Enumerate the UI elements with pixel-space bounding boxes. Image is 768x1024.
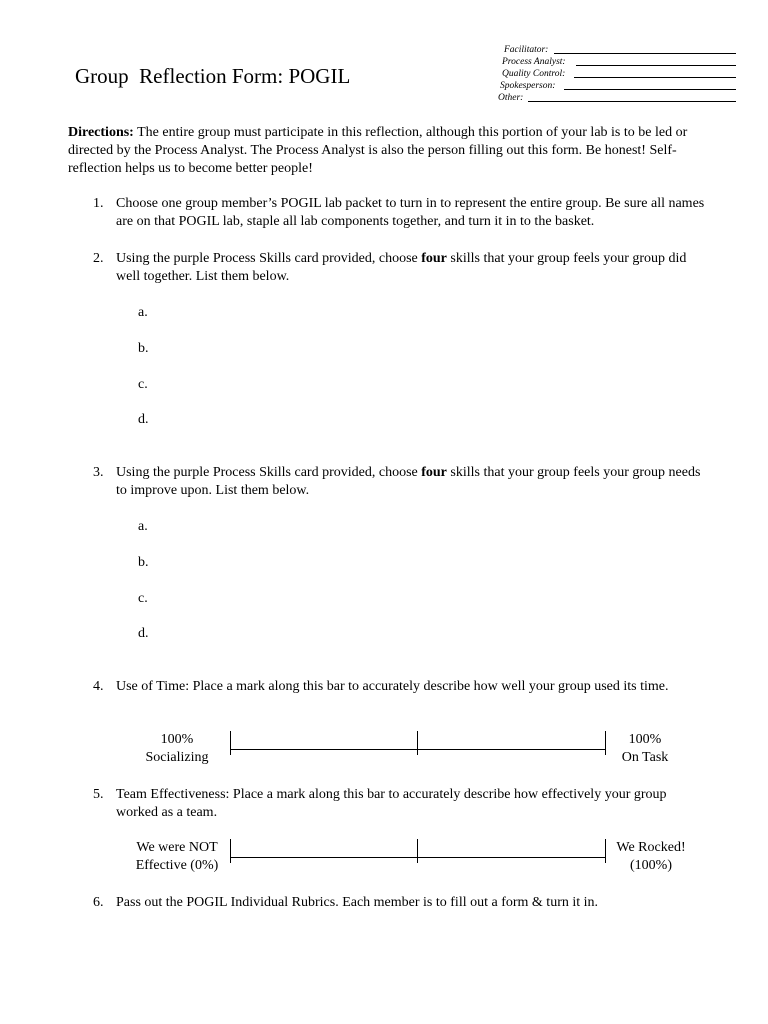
role-other [496,92,736,104]
role-blank-line[interactable] [564,89,736,90]
scale-tick [417,731,418,755]
scale-left-label [122,839,232,875]
scale-right-line: (100%) [630,858,672,873]
item-text: Team Effectiveness: Place a mark along this bar to accurately describe how effectively your group worked as a team. [116,787,667,820]
item-text [116,250,708,286]
scale-right-label [608,839,694,875]
item-text: Pass out the POGIL Individual Rubrics. Each member is to fill out a form & turn it in. [116,895,599,910]
subitem-label: d. [138,626,149,641]
directions-text: The entire group must participate in this reflection, although this portion of your lab is to be led or directed by the Process Analyst. The Process Analyst is also the person filling out this form. Be honest! Self-reflection helps us to become better people! [68,125,688,176]
scale-line [230,857,606,858]
role-quality-control [496,68,736,80]
scale-left-label [122,731,232,767]
item-text-part: Using the purple Process Skills card provided, choose [116,251,422,266]
scale-left-line: Socializing [145,750,209,765]
list-item-2 [93,250,708,286]
role-label: Quality Control: [502,69,566,79]
scale-right-line: 100% [628,732,662,747]
role-label: Facilitator: [504,45,549,55]
item-number: 5. [93,787,104,802]
role-blank-line[interactable] [528,101,736,102]
item-text: Use of Time: Place a mark along this bar to accurately describe how well your group used its time. [116,679,669,694]
item-number: 3. [93,465,104,480]
item-text-bold: four [421,465,447,480]
directions-paragraph [68,124,708,178]
subitem-label: c. [138,377,148,392]
scale-left-line: Effective (0%) [135,858,219,873]
role-spokesperson [496,80,736,92]
role-process-analyst [496,56,736,68]
subitem-label: b. [138,341,149,356]
role-label: Spokesperson: [500,81,556,91]
item-text-bold: four [421,251,447,266]
team-effectiveness-bar[interactable] [230,839,606,863]
scale-tick [417,839,418,863]
time-rating-bar[interactable] [230,731,606,755]
scale-right-label [608,731,682,767]
subitem-label: b. [138,555,149,570]
scale-tick [605,839,606,863]
subitem-label: a. [138,305,148,320]
role-blank-line[interactable] [576,65,736,66]
role-facilitator [496,44,736,56]
item-text-part: skills that your group feels your group needs to improve upon. List them below. [116,465,701,498]
scale-tick [230,839,231,863]
list-item-4 [93,678,708,696]
item-text [116,464,708,500]
scale-tick [230,731,231,755]
list-item-6 [93,894,708,912]
subitem-label: c. [138,591,148,606]
item-number: 6. [93,895,104,910]
item-number: 2. [93,251,104,266]
scale-right-line: We Rocked! [616,840,686,855]
role-blank-line[interactable] [574,77,736,78]
scale-line [230,749,606,750]
item-text-part: skills that your group feels your group did well together. List them below. [116,251,687,284]
group-roles [496,44,736,104]
role-label: Process Analyst: [502,57,566,67]
list-item-5 [93,786,708,822]
item-text-part: Using the purple Process Skills card provided, choose [116,465,422,480]
subitem-label: a. [138,519,148,534]
item-number: 4. [93,679,104,694]
item-number: 1. [93,196,104,211]
role-label: Other: [498,93,524,103]
page-title: Group Reflection Form: POGIL [75,64,351,88]
subitem-label: d. [138,412,149,427]
role-blank-line[interactable] [554,53,736,54]
item-text: Choose one group member’s POGIL lab packet to turn in to represent the entire group. Be sure all names are on that POGIL lab, staple all lab components together, and turn it in to the basket. [116,196,705,229]
scale-left-line: We were NOT [136,840,218,855]
scale-left-line: 100% [160,732,194,747]
directions-label: Directions: [68,125,134,140]
list-item-1 [93,195,708,231]
scale-right-line: On Task [621,750,669,765]
list-item-3 [93,464,708,500]
scale-tick [605,731,606,755]
